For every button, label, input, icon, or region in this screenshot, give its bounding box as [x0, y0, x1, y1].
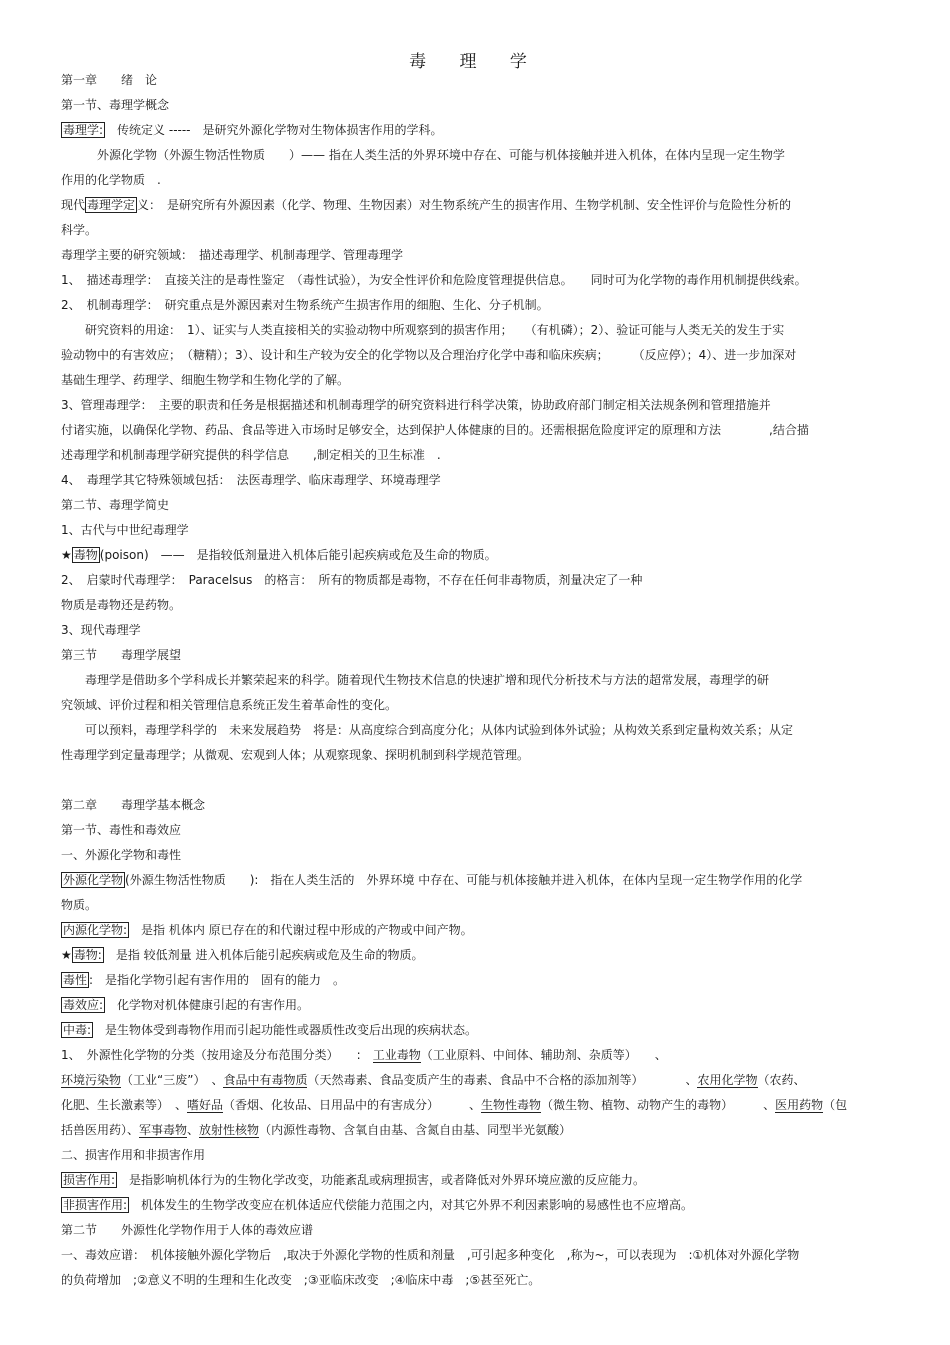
text-line	[61, 947, 423, 963]
text-span: （内源性毒物、含氧自由基、含氮自由基、同型半光氨酸）	[259, 1123, 572, 1137]
text-line: 一、毒效应谱： 机体接触外源化学物后 ,取决于外源化学物的性质和剂量 ,可引起多种变化 ,称为~，可以表现为 :①机体对外源化学物	[61, 1248, 800, 1262]
text-line	[61, 197, 791, 213]
text-line	[61, 1072, 806, 1088]
term-box: 中毒:	[63, 1023, 92, 1037]
text-line: 科学。	[61, 223, 98, 237]
text-line: 第一节、毒性和毒效应	[61, 823, 182, 837]
text-line	[61, 1022, 477, 1038]
term-box: 非损害作用:	[63, 1198, 128, 1212]
text-line: 第二章 毒理学基本概念	[61, 798, 206, 812]
term-box: 损害作用:	[63, 1173, 116, 1187]
text-span: 化肥、生长激素等） 、	[61, 1098, 188, 1112]
underlined-term: 食品中有毒物质	[223, 1073, 308, 1087]
text-line: 可以预料，毒理学科学的 未来发展趋势 将是：从高度综合到高度分化；从体内试验到体外试验；从构效关系到定量构效关系；从定	[61, 723, 794, 737]
underlined-term: 农用化学物	[697, 1073, 758, 1087]
term-box: 毒物:	[73, 948, 102, 962]
text-line: 第二节 外源性化学物作用于人体的毒效应谱	[61, 1223, 314, 1237]
text-line	[61, 972, 345, 988]
term-definition: 义： 是研究所有外源因素（化学、物理、生物因素）对生物系统产生的损害作用、生物学机制、安全性评价与危险性分析的	[137, 198, 792, 212]
text-span: （天然毒素、食品变质产生的毒素、食品中不合格的添加剂等） 、	[307, 1073, 698, 1087]
text-line: 2、 机制毒理学： 研究重点是外源因素对生物系统产生损害作用的细胞、生化、分子机制。	[61, 298, 549, 312]
text-line: 毒理学主要的研究领域： 描述毒理学、机制毒理学、管理毒理学	[61, 248, 404, 262]
term-box: 毒性	[63, 973, 88, 987]
term-box: 外源化学物	[63, 873, 124, 887]
text-line: 外源化学物（外源生物活性物质 ）—— 指在人类生活的外界环境中存在、可能与机体接触并进入机体，在体内呈现一定生物学	[61, 148, 785, 162]
text-line: 4、 毒理学其它特殊领域包括： 法医毒理学、临床毒理学、环境毒理学	[61, 473, 441, 487]
text-line: 性毒理学到定量毒理学；从微观、宏观到人体；从观察现象、探明机制到科学规范管理。	[61, 748, 530, 762]
text-line	[61, 1097, 847, 1113]
text-line: 述毒理学和机制毒理学研究提供的科学信息 ,制定相关的卫生标准 .	[61, 448, 441, 462]
text-span: 括兽医用药）、	[61, 1123, 140, 1137]
underlined-term: 嗜好品	[187, 1098, 224, 1112]
term-definition: 传统定义 ----- 是研究外源化学物对生物体损害作用的学科。	[105, 123, 443, 137]
term-box: 毒物	[73, 548, 98, 562]
text-line	[61, 1197, 693, 1213]
text-line: 第二节、毒理学简史	[61, 498, 170, 512]
text-line	[61, 1047, 667, 1063]
star-icon: ★	[61, 948, 72, 962]
text-line: 作用的化学物质 .	[61, 173, 161, 187]
text-line: 3、现代毒理学	[61, 623, 141, 637]
underlined-term: 军事毒物	[139, 1123, 188, 1137]
term-definition: (poison) —— 是指较低剂量进入机体后能引起疾病或危及生命的物质。	[99, 548, 497, 562]
term-box: 毒理学定	[87, 198, 136, 212]
text-line: 物质。	[61, 898, 98, 912]
term-definition: (外源生物活性物质 ): 指在人类生活的 外界环境 中存在、可能与机体接触并进入机体，在体内呈现一定生物学作用的化学	[125, 873, 803, 887]
text-line: 毒理学是借助多个学科成长并繁荣起来的科学。随着现代生物技术信息的快速扩增和现代分析技术与方法的超常发展，毒理学的研	[61, 673, 770, 687]
term-box: 毒理学:	[63, 123, 104, 137]
text-line: 一、外源化学物和毒性	[61, 848, 182, 862]
text-span: （农药、	[757, 1073, 806, 1087]
star-icon: ★	[61, 548, 72, 562]
underlined-term: 医用药物	[775, 1098, 824, 1112]
text-span: （微生物、植物、动物产生的毒物） 、	[541, 1098, 776, 1112]
text-line	[61, 922, 473, 938]
text-span: （香烟、化妆品、日用品中的有害成分） 、	[223, 1098, 482, 1112]
text-line: 1、古代与中世纪毒理学	[61, 523, 189, 537]
text-line: 究领域、评价过程和相关管理信息系统正发生着革命性的变化。	[61, 698, 398, 712]
text-span: （工业“三废”） 、	[121, 1073, 224, 1087]
term-definition: 机体发生的生物学改变应在机体适应代偿能力范围之内，对其它外界不利因素影响的易感性也不应增高。	[129, 1198, 694, 1212]
term-box: 内源化学物:	[63, 923, 128, 937]
text-line: 1、 描述毒理学： 直接关注的是毒性鉴定 （毒性试验），为安全性评价和危险度管理提供信息。 同时可为化学物的毒作用机制提供线索。	[61, 273, 807, 287]
text-line: 第一节、毒理学概念	[61, 98, 170, 112]
underlined-term: 环境污染物	[61, 1073, 122, 1087]
text-line	[61, 1122, 571, 1138]
term-box: 毒效应:	[63, 998, 104, 1012]
text-line	[61, 997, 309, 1013]
text-span: （工业原料、中间体、辅助剂、杂质等） 、	[420, 1048, 667, 1062]
text-line: 第一章 绪 论	[61, 73, 158, 87]
underlined-term: 工业毒物	[372, 1048, 421, 1062]
text-span: 、	[187, 1123, 200, 1137]
text-line: 第三节 毒理学展望	[61, 648, 182, 662]
term-definition: 是指 机体内 原已存在的和代谢过程中形成的产物或中间产物。	[129, 923, 473, 937]
term-definition: 是生物体受到毒物作用而引起功能性或器质性改变后出现的疾病状态。	[93, 1023, 478, 1037]
text-line: 的负荷增加 ;②意义不明的生理和生化改变 ;③亚临床改变 ;④临床中毒 ;⑤甚至死亡。	[61, 1273, 541, 1287]
text-line	[61, 1172, 645, 1188]
text-line: 验动物中的有害效应； （糖精）；3）、设计和生产较为安全的化学物以及合理治疗化学中毒和临床疾病； （反应停）；4）、进一步加深对	[61, 348, 797, 362]
text-line: 2、 启蒙时代毒理学： Paracelsus 的格言： 所有的物质都是毒物，不存在任何非毒物质，剂量决定了一种	[61, 573, 643, 587]
text-line: 物质是毒物还是药物。	[61, 598, 182, 612]
text-line: 二、损害作用和非损害作用	[61, 1148, 206, 1162]
text-line: 基础生理学、药理学、细胞生物学和生物化学的了解。	[61, 373, 350, 387]
underlined-term: 生物性毒物	[481, 1098, 542, 1112]
term-definition: 是指影响机体行为的生物化学改变，功能紊乱或病理损害，或者降低对外界环境应激的反应能力。	[117, 1173, 646, 1187]
text-line	[61, 547, 497, 563]
underlined-term: 放射性核物	[199, 1123, 260, 1137]
text-span: 现代	[61, 198, 86, 212]
text-span: （包	[823, 1098, 848, 1112]
page-title: 毒 理 学	[409, 52, 541, 72]
term-definition: 是指 较低剂量 进入机体后能引起疾病或危及生命的物质。	[103, 948, 424, 962]
term-definition: 化学物对机体健康引起的有害作用。	[105, 998, 310, 1012]
text-line	[61, 122, 443, 138]
text-line: 3、管理毒理学： 主要的职责和任务是根据描述和机制毒理学的研究资料进行科学决策，协助政府部门制定相关法规条例和管理措施并	[61, 398, 771, 412]
term-definition: : 是指化学物引起有害作用的 固有的能力 。	[89, 973, 346, 987]
text-line: 研究资料的用途： 1）、证实与人类直接相关的实验动物中所观察到的损害作用； （有机磷）；2）、验证可能与人类无关的发生于实	[61, 323, 785, 337]
text-line	[61, 872, 802, 888]
text-span: 1、 外源性化学物的分类（按用途及分布范围分类） :	[61, 1048, 373, 1062]
text-line: 付诸实施，以确保化学物、药品、食品等进入市场时足够安全，达到保护人体健康的目的。还需根据危险度评定的原理和方法 ,结合描	[61, 423, 809, 437]
